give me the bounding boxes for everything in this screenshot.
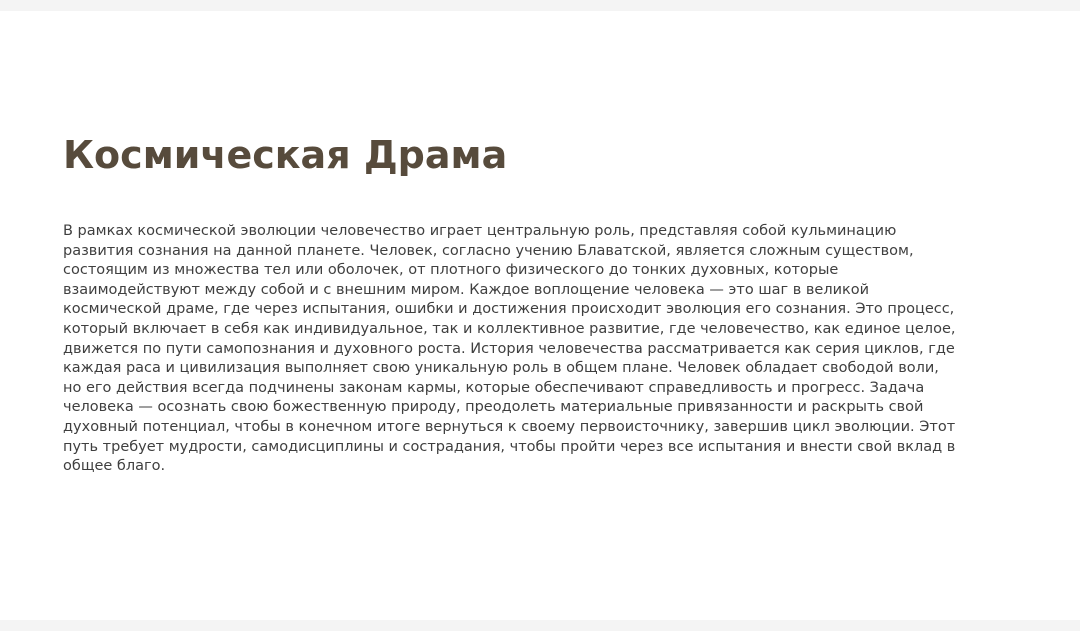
content-area — [63, 131, 958, 477]
body-paragraph: В рамках космической эволюции человечество играет центральную роль, представляя собой кульминацию развития сознания на данной планете. Человек, согласно учению Блаватской, является сложным существом, состоящим из множества тел или оболочек, от плотного физического до тонких духовных, которые взаимодействуют между собой и с внешним миром. Каждое воплощение человека — это шаг в великой космической драме, где через испытания, ошибки и достижения происходит эволюция его сознания. Это процесс, который включает в себя как индивидуальное, так и коллективное развитие, где человечество, как единое целое, движется по пути самопознания и духовного роста. История человечества рассматривается как серия циклов, где каждая раса и цивилизация выполняет свою уникальную роль в общем плане. Человек обладает свободой воли, но его действия всегда подчинены законам кармы, которые обеспечивают справедливость и прогресс. Задача человека — осознать свою божественную природу, преодолеть материальные привязанности и раскрыть свой духовный потенциал, чтобы в конечном итоге вернуться к своему первоисточнику, завершив цикл эволюции. Этот путь требует мудрости, самодисциплины и сострадания, чтобы пройти через все испытания и внести свой вклад в общее благо. — [63, 223, 956, 475]
page-title: Космическая Драма — [63, 133, 508, 177]
page — [0, 11, 1080, 620]
